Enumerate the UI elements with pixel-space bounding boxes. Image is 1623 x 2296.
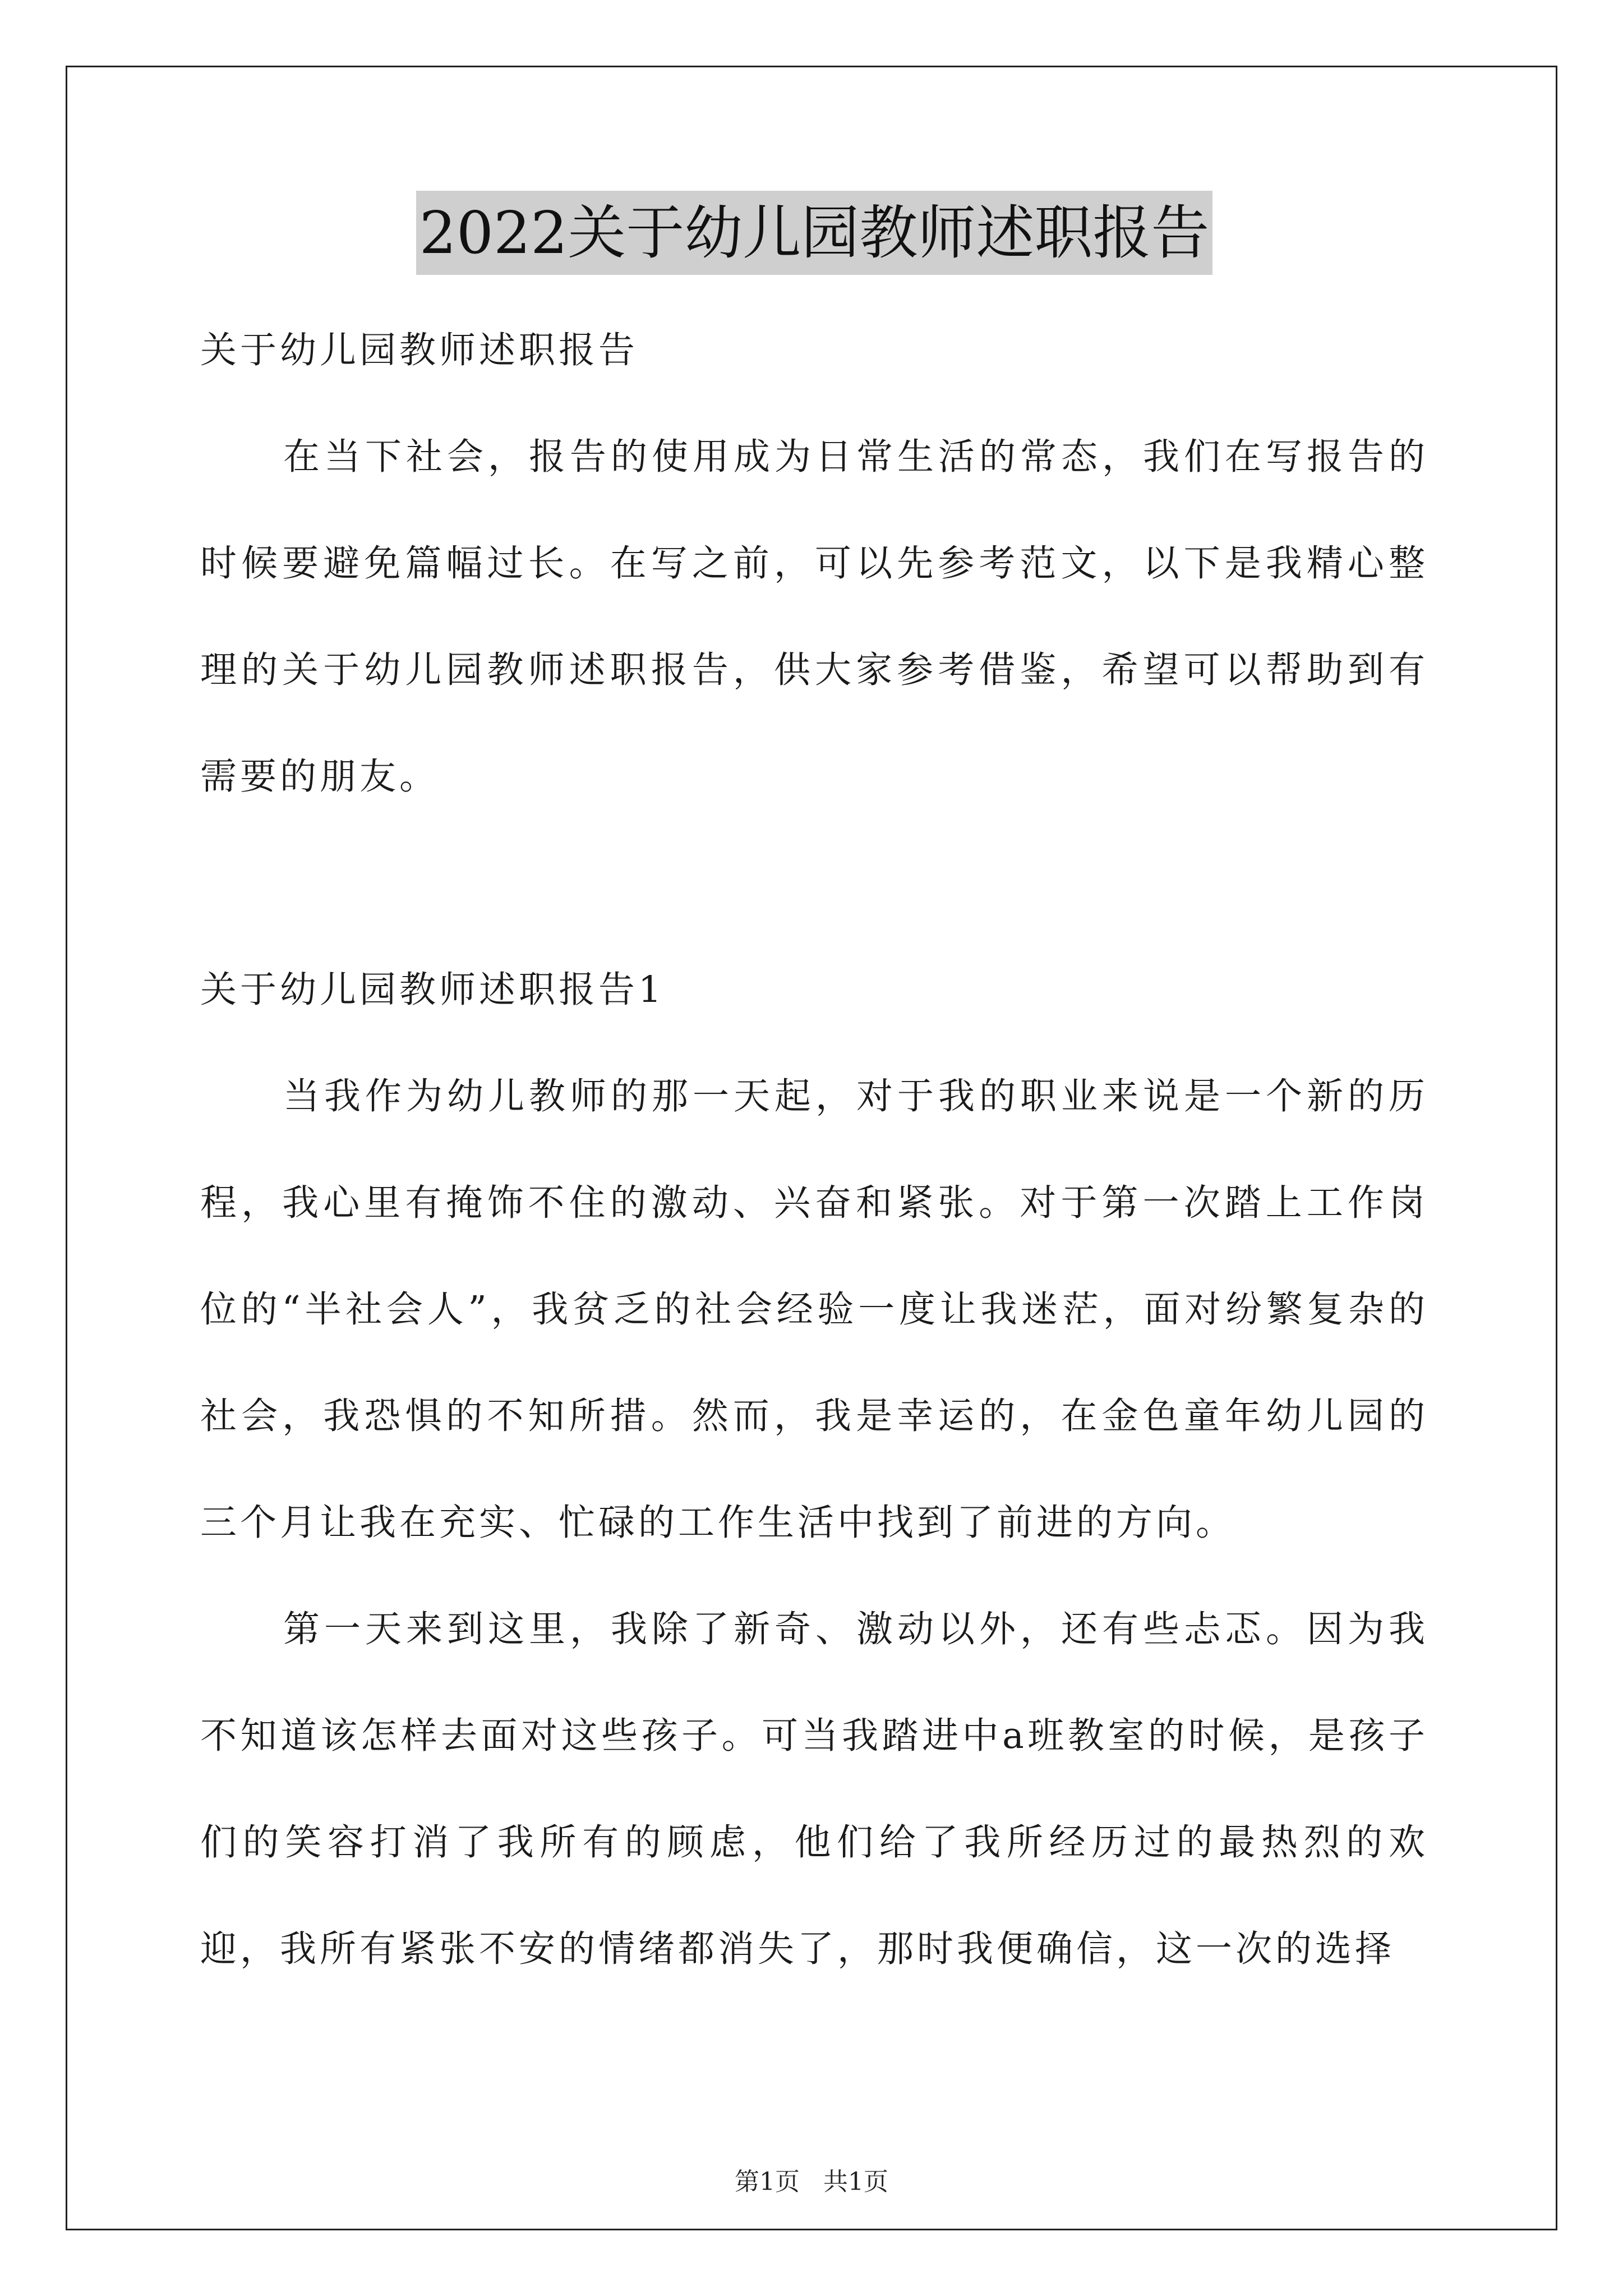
- page-number: 第1页: [735, 2168, 800, 2196]
- title-container: [200, 191, 1428, 275]
- spacer: [200, 275, 1428, 297]
- page-total: 共1页: [823, 2168, 888, 2196]
- document-title: 2022关于幼儿园教师述职报告: [416, 191, 1213, 275]
- section-heading: 关于幼儿园教师述职报告1: [200, 969, 665, 1011]
- intro-heading: 关于幼儿园教师述职报告: [200, 329, 639, 371]
- intro-paragraph: 在当下社会，报告的使用成为日常生活的常态，我们在写报告的时候要避免篇幅过长。在写之前，可以先参考范文，以下是我精心整理的关于幼儿园教师述职报告，供大家参考借鉴，希望可以帮助到有需要的朋友。: [200, 436, 1428, 798]
- document-body: [200, 191, 1428, 2003]
- section-paragraph-2: 第一天来到这里，我除了新奇、激动以外，还有些忐忑。因为我不知道该怎样去面对这些孩子。可当我踏进中a班教室的时候，是孩子们的笑容打消了我所有的顾虑，他们给了我所经历过的最热烈的欢迎，我所有紧张不安的情绪都消失了，那时我便确信，这一次的选择: [200, 1608, 1428, 1970]
- spacer: [200, 830, 1428, 937]
- page-footer: [0, 2165, 1623, 2199]
- section-paragraph-1: 当我作为幼儿教师的那一天起，对于我的职业来说是一个新的历程，我心里有掩饰不住的激动、兴奋和紧张。对于第一次踏上工作岗位的“半社会人”，我贫乏的社会经验一度让我迷茫，面对纷繁复杂的社会，我恐惧的不知所措。然而，我是幸运的，在金色童年幼儿园的三个月让我在充实、忙碌的工作生活中找到了前进的方向。: [200, 1075, 1428, 1544]
